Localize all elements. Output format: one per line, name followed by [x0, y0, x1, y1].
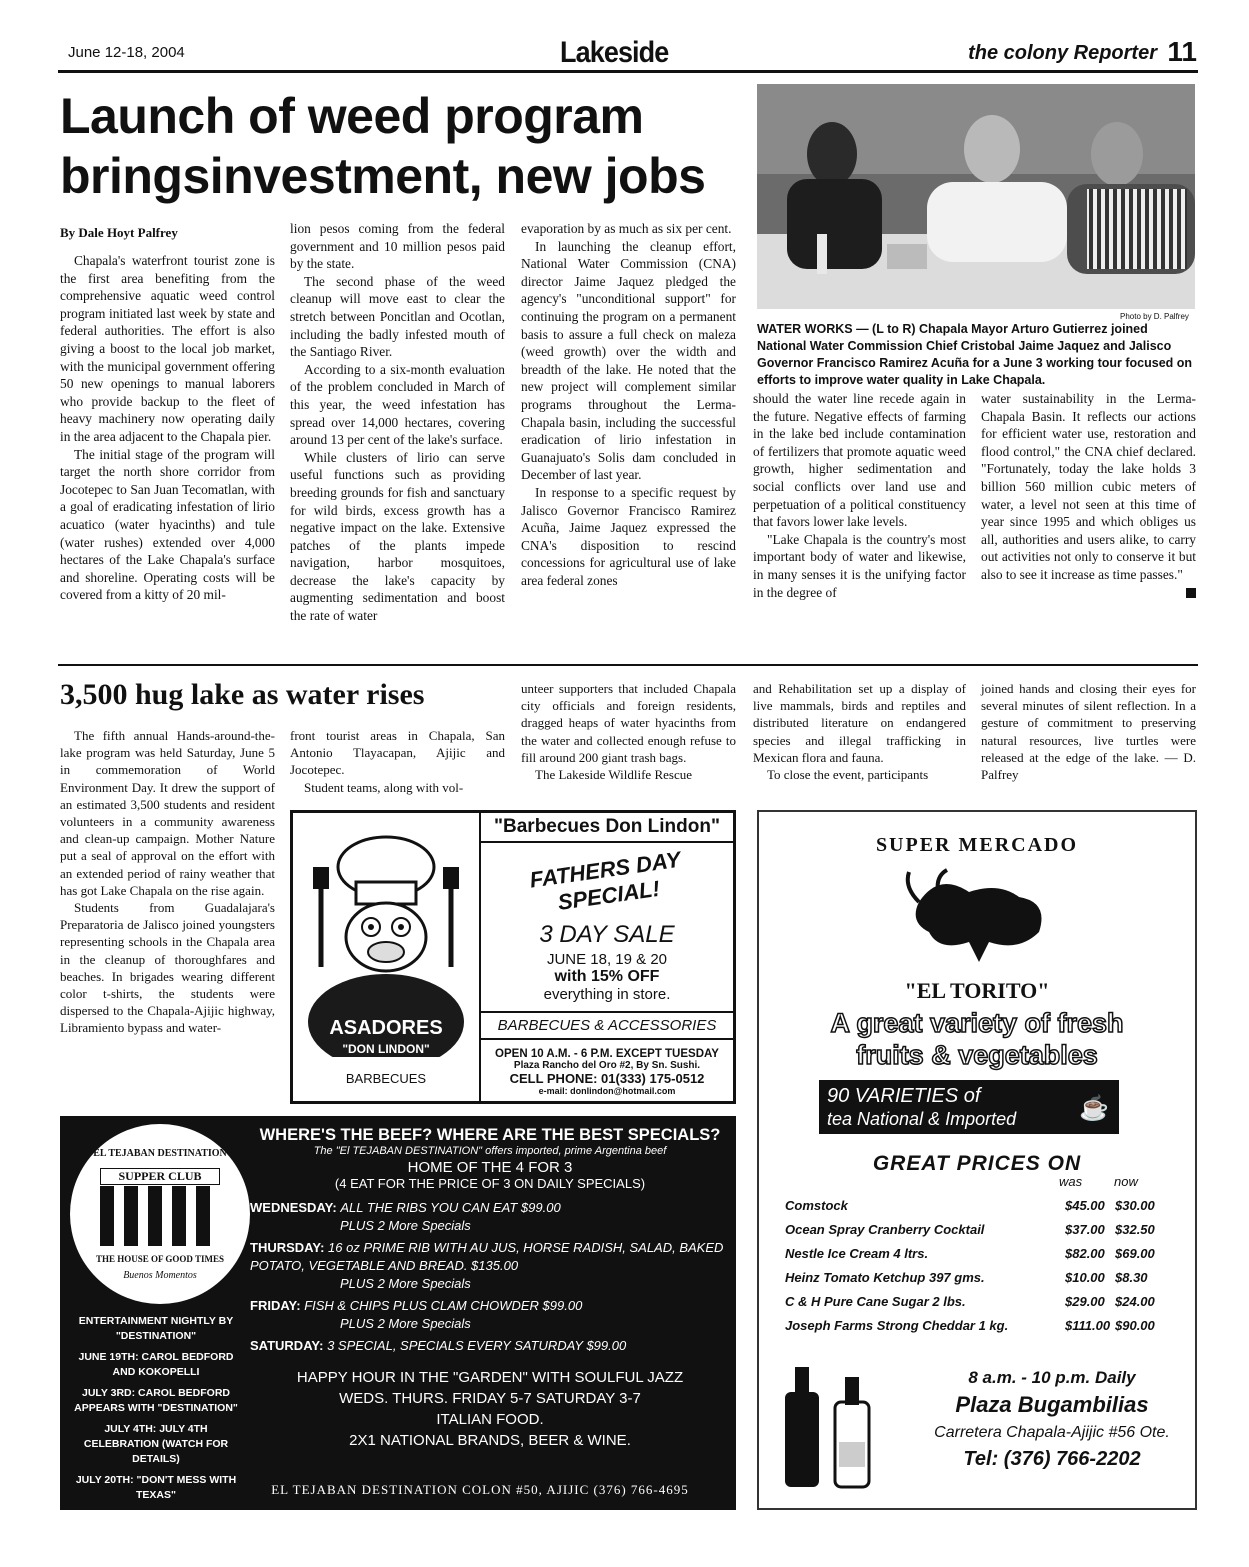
paragraph: joined hands and closing their eyes for several minutes of silent reflection. In a gesture of commitment to preserving natural resources, live turtles were released at the edge of the lake. — D. Palfrey — [981, 681, 1196, 783]
bbq-phone: CELL PHONE: 01(333) 175-0512 — [509, 1071, 705, 1086]
logo-club-text: SUPPER CLUB — [100, 1168, 220, 1185]
super-prices-title: GREAT PRICES ON — [872, 1152, 1082, 1175]
special-row — [250, 1337, 730, 1355]
price-row — [785, 1218, 1165, 1242]
paragraph: Chapala's waterfront tourist zone is the first area benefiting from the comprehensive aquatic weed control program initiated last week by state and federal authorities. The effort is also giving a boost to the local job market, with the municipal government offering 50 new openings to manual laborers who provide backup to the fleet of heavy machinery now operating daily in the area adjacent to the Chapala pier. — [60, 253, 275, 444]
price-was: $29.00 — [1065, 1294, 1105, 1309]
bbq-products: BARBECUES & ACCESSORIES — [481, 1011, 733, 1040]
super-plaza: Plaza Bugambilias — [955, 1392, 1149, 1417]
paragraph: To close the event, participants — [767, 767, 929, 783]
paragraph: lion pesos coming from the federal government and 10 million pesos paid by the state. — [290, 221, 505, 272]
story2-column-5 — [981, 680, 1196, 783]
paragraph: "Lake Chapala is the country's most important body of water and likewise, in many senses it is the unifying factor in the degree of — [753, 531, 966, 600]
super-tagline-1: A great variety of fresh — [830, 1008, 1124, 1038]
paragraph: According to a six-month evaluation of the problem concluded in March of this year, the weed infestation has spread over 14,000 hectares, covering around 13 per cent of the lake's surface. — [290, 361, 505, 448]
paragraph: Students from Guadalajara's Preparatoria de Jalisco joined youngsters representing schools in the Chapala area in the cleanup of thoroughfares and beaches. In brigades wearing different color t-shirts, the students were dispersed to the Chapala-Ajijic highway, Libramiento bypass and water- — [60, 900, 275, 1036]
paragraph: In launching the cleanup effort, National Water Commission (CNA) director Jaime Jaquez pledged the agency's "unconditional support" for continuing the program on a permanent basis to assure a full check on maleza (weed growth) over the width and breadth of the lake. He noted that the new project will complement similar programs throughout the Lerma-Chapala basin, including the successful eradication of lirio infestation in Guanajuato's Solis dam concluded in December of last year. — [521, 238, 736, 483]
super-price-headers — [1059, 1174, 1179, 1189]
bbq-title: "Barbecues Don Lindon" — [481, 813, 733, 843]
entertainment-line: JULY 3RD: CAROL BEDFORD APPEARS WITH "DESTINATION" — [74, 1387, 238, 1414]
paragraph: The fifth annual Hands-around-the-lake program was held Saturday, June 5 in commemoration of World Environment Day. It drew the support of an estimated 3,500 students and resident volunteers in a community awareness and clean-up campaign. Mother Nature put a seal of approval on the effort with an extended period of rainy weather that has got Lake Chapala on the rise again. — [60, 728, 275, 898]
issue-date: June 12-18, 2004 — [68, 44, 185, 61]
bbq-brand-don-lindon: "DON LINDON" — [342, 1042, 430, 1056]
story1-column-5 — [981, 390, 1196, 598]
photo-credit: Photo by D. Palfrey — [1120, 312, 1189, 321]
paragraph: water sustainability in the Lerma-Chapala Basin. It reflects our actions for efficient water use, restoration and flood control," the CNA chief declared. "Fortunately, today the lake holds 3 billion 560 million cubic meters of water, a level not seen at this time of year since 1995 and which obliges us all, authorities and users alike, to carry out activities not only to conserve it but also to see it increase as time passes." — [981, 391, 1196, 582]
entertainment-line: JULY 4TH: JULY 4TH CELEBRATION (WATCH FOR DETAILS) — [83, 1423, 229, 1465]
end-mark-icon — [1186, 588, 1196, 598]
newspaper-name: the colony Reporter — [968, 42, 1157, 64]
bbq-text-panel — [479, 813, 733, 1101]
teacup-icon: ☕ — [1079, 1096, 1109, 1122]
paragraph: and Rehabilitation set up a display of live mammals, birds and reptiles and distributed literature on endangered species and illegal trafficking in Mexican flora and fauna. — [753, 681, 966, 765]
paragraph: Student teams, along with vol- — [304, 779, 464, 795]
story1-column-1 — [60, 252, 275, 604]
price-now: $30.00 — [1115, 1198, 1155, 1213]
super-price-list — [785, 1194, 1165, 1338]
special-text: 3 SPECIAL, SPECIALS EVERY SATURDAY $99.00 — [327, 1338, 627, 1353]
item-name: Ocean Spray Cranberry Cocktail — [785, 1222, 985, 1237]
price-now: $90.00 — [1115, 1318, 1155, 1333]
super-phone: Tel: (376) 766-2202 — [963, 1448, 1141, 1470]
special-text: 16 oz PRIME RIB WITH AU JUS, HORSE RADISH, SALAD, BAKED POTATO, VEGETABLE AND BREAD. $135.00 — [250, 1240, 724, 1273]
price-row — [785, 1290, 1165, 1314]
super-address: Carretera Chapala-Ajijic #56 Ote. — [934, 1424, 1170, 1441]
special-extra: PLUS 2 More Specials — [340, 1316, 471, 1331]
entertainment-line: ENTERTAINMENT NIGHTLY BY "DESTINATION" — [78, 1315, 234, 1342]
paragraph: In response to a specific request by Jalisco Governor Francisco Ramirez Acuña, Jaime Jaquez expressed the CNA's disposition to rescind concessions for agricultural use of lake area federal zones — [521, 484, 736, 588]
bull-icon — [899, 862, 1059, 972]
news-photo — [757, 84, 1195, 309]
special-extra: PLUS 2 More Specials — [340, 1276, 471, 1291]
bbq-address: Plaza Rancho del Oro #2, By Sn. Sushi. — [513, 1060, 701, 1071]
paragraph: should the water line recede again in the future. Negative effects of farming in the lake bed include contamination of fertilizers that promote aquatic weed growth, higher sedimentation and social conflicts over land use and perpetuation of a political constituency that favors lower lake levels. — [753, 391, 966, 530]
special-row — [250, 1297, 730, 1315]
paragraph: front tourist areas in Chapala, San Antonio Tlayacapan, Ajijic and Jocotepec. — [290, 728, 505, 778]
price-row — [785, 1314, 1165, 1338]
tejaban-happy-hour — [250, 1367, 730, 1451]
paragraph: While clusters of lirio can serve useful functions such as providing breeding grounds for fish and sanctuary for wild birds, excess growth has a negative impact on the lake. Extensive patches of the plants impede navigation, harbor mosquitoes, decrease the lake's capacity by augmenting sedimentation and boost the rate of water — [290, 449, 505, 624]
super-tea-line1: 90 VARIETIES of — [827, 1085, 981, 1107]
bbq-sale: 3 DAY SALE — [539, 921, 675, 948]
was-header: was — [1059, 1174, 1083, 1189]
logo-buenos-text: Buenos Momentos — [123, 1270, 197, 1281]
story2-column-3 — [521, 680, 736, 783]
bbq-store: everything in store. — [543, 986, 671, 1003]
ad-super-mercado-el-torito — [757, 810, 1197, 1510]
entertainment-line: JUNE 19TH: CAROL BEDFORD AND KOKOPELLI — [78, 1351, 234, 1378]
paragraph: The second phase of the weed cleanup will move east to clear the stretch between Poncitlan and Ocotlan, including the badly infested mouth of the Santiago River. — [290, 273, 505, 360]
special-day: SATURDAY: — [250, 1338, 324, 1353]
super-tea-line2: tea National & Imported — [827, 1109, 1017, 1129]
photo-caption: WATER WORKS — (L to R) Chapala Mayor Arturo Gutierrez joined National Water Commission Chief Cristobal Jaime Jaquez and Jalisco Governor Francisco Ramirez Acuña for a June 3 working tour focused on efforts to improve water quality in Lake Chapala. — [757, 322, 1193, 387]
story1-byline: By Dale Hoyt Palfrey — [60, 225, 178, 240]
price-now: $32.50 — [1115, 1222, 1155, 1237]
bbq-dates: JUNE 18, 19 & 20 — [546, 951, 668, 968]
story2-column-2 — [290, 727, 505, 796]
tejaban-logo — [70, 1124, 250, 1304]
price-now: $8.30 — [1115, 1270, 1148, 1285]
special-day: FRIDAY: — [250, 1298, 301, 1313]
price-was: $37.00 — [1065, 1222, 1105, 1237]
super-arc-title: SUPER MERCADO — [875, 834, 1079, 856]
tejaban-entertainment — [66, 1314, 246, 1503]
paragraph: The Lakeside Wildlife Rescue — [535, 767, 692, 783]
section-title: Lakeside — [560, 36, 669, 69]
item-name: Heinz Tomato Ketchup 397 gms. — [785, 1270, 985, 1285]
tejaban-home-sub: (4 EAT FOR THE PRICE OF 3 ON DAILY SPECIALS) — [334, 1176, 646, 1191]
paragraph: evaporation by as much as six per cent. — [521, 221, 732, 236]
price-was: $111.00 — [1065, 1318, 1111, 1333]
super-tagline-2: fruits & vegetables — [856, 1040, 1098, 1070]
tejaban-headline: WHERE'S THE BEEF? WHERE ARE THE BEST SPECIALS? — [259, 1126, 721, 1144]
tejaban-home: HOME OF THE 4 FOR 3 — [407, 1159, 573, 1176]
logo-house-text: THE HOUSE OF GOOD TIMES — [95, 1254, 225, 1264]
bottles-illustration — [765, 1362, 905, 1492]
logo-top-text: EL TEJABAN DESTINATION — [93, 1148, 227, 1159]
tejaban-footer: EL TEJABAN DESTINATION COLON #50, AJIJIC (376) 766-4695 — [271, 1482, 689, 1497]
item-name: Comstock — [785, 1198, 848, 1213]
bbq-discount: with 15% OFF — [554, 968, 660, 985]
bbq-mascot — [301, 827, 471, 1087]
price-was: $45.00 — [1065, 1198, 1105, 1213]
price-row — [785, 1242, 1165, 1266]
tejaban-sub: The "El TEJABAN DESTINATION" offers imported, prime Argentina beef — [313, 1145, 667, 1157]
story1-column-2 — [290, 220, 505, 625]
entertainment-line: JULY 20TH: "DON'T MESS WITH TEXAS" — [75, 1474, 237, 1501]
happy-line: 2X1 NATIONAL BRANDS, BEER & WINE. — [349, 1432, 631, 1449]
happy-line: ITALIAN FOOD. — [436, 1411, 544, 1428]
tejaban-specials — [250, 1199, 730, 1355]
ad-barbecues-don-lindon — [290, 810, 736, 1104]
happy-line: WEDS. THURS. FRIDAY 5-7 SATURDAY 3-7 — [339, 1390, 641, 1407]
price-now: $24.00 — [1115, 1294, 1155, 1309]
special-row — [250, 1199, 730, 1217]
bbq-hours: OPEN 10 A.M. - 6 P.M. EXCEPT TUESDAY — [495, 1048, 719, 1060]
super-hours: 8 a.m. - 10 p.m. Daily — [968, 1368, 1136, 1387]
page-number: 11 — [1167, 36, 1197, 67]
awning-icon — [100, 1186, 220, 1246]
super-store-name: "EL TORITO" — [904, 978, 1050, 1003]
price-row — [785, 1194, 1165, 1218]
special-text: ALL THE RIBS YOU CAN EAT $99.00 — [340, 1200, 561, 1215]
bbq-fathers-day: FATHERS DAY SPECIAL! — [528, 846, 683, 915]
happy-line: HAPPY HOUR IN THE "GARDEN" WITH SOULFUL JAZZ — [296, 1369, 684, 1386]
paragraph: unteer supporters that included Chapala city officials and foreign residents, dragged heaps of water hyacinths from the water and collected enough refuse to fill around 200 giant trash bags. — [521, 681, 736, 765]
story1-column-3 — [521, 220, 736, 589]
story2-column-4 — [753, 680, 966, 783]
special-row — [250, 1239, 730, 1275]
item-name: Nestle Ice Cream 4 ltrs. — [785, 1246, 929, 1261]
price-row — [785, 1266, 1165, 1290]
now-header: now — [1114, 1174, 1138, 1189]
super-tea-banner — [819, 1080, 1119, 1134]
special-extra: PLUS 2 More Specials — [340, 1218, 471, 1233]
story1-column-4 — [753, 390, 966, 601]
item-name: Joseph Farms Strong Cheddar 1 kg. — [785, 1318, 1009, 1333]
bbq-brand-asadores: ASADORES — [329, 1017, 443, 1039]
special-day: WEDNESDAY: — [250, 1200, 337, 1215]
special-day: THURSDAY: — [250, 1240, 325, 1255]
ad-el-tejaban-destination — [60, 1116, 736, 1510]
price-now: $69.00 — [1115, 1246, 1155, 1261]
price-was: $82.00 — [1065, 1246, 1105, 1261]
header-rule — [58, 70, 1198, 73]
paragraph: The initial stage of the program will target the north shore corridor from Jocotepec to San Juan Tecomatlan, with a goal of eradicating infestation of lirio acuatico (water hyacinths) and tule (water rushes) extended over 4,000 hectares of the Lake Chapala's surface and shoreline. Operating costs will be covered from a kitty of 20 mil- — [60, 446, 275, 603]
story-divider — [58, 664, 1198, 666]
story1-headline: Launch of weed program bringsinvestment, new jobs — [60, 88, 706, 204]
story2-headline: 3,500 hug lake as water rises — [60, 678, 425, 711]
item-name: C & H Pure Cane Sugar 2 lbs. — [785, 1294, 966, 1309]
bbq-brand-barbecues: BARBECUES — [345, 1071, 427, 1086]
story2-column-1 — [60, 727, 275, 1037]
tejaban-main — [250, 1126, 730, 1451]
bbq-email: e-mail: donlindon@hotmail.com — [538, 1086, 676, 1096]
special-text: FISH & CHIPS PLUS CLAM CHOWDER $99.00 — [304, 1298, 583, 1313]
price-was: $10.00 — [1065, 1270, 1105, 1285]
